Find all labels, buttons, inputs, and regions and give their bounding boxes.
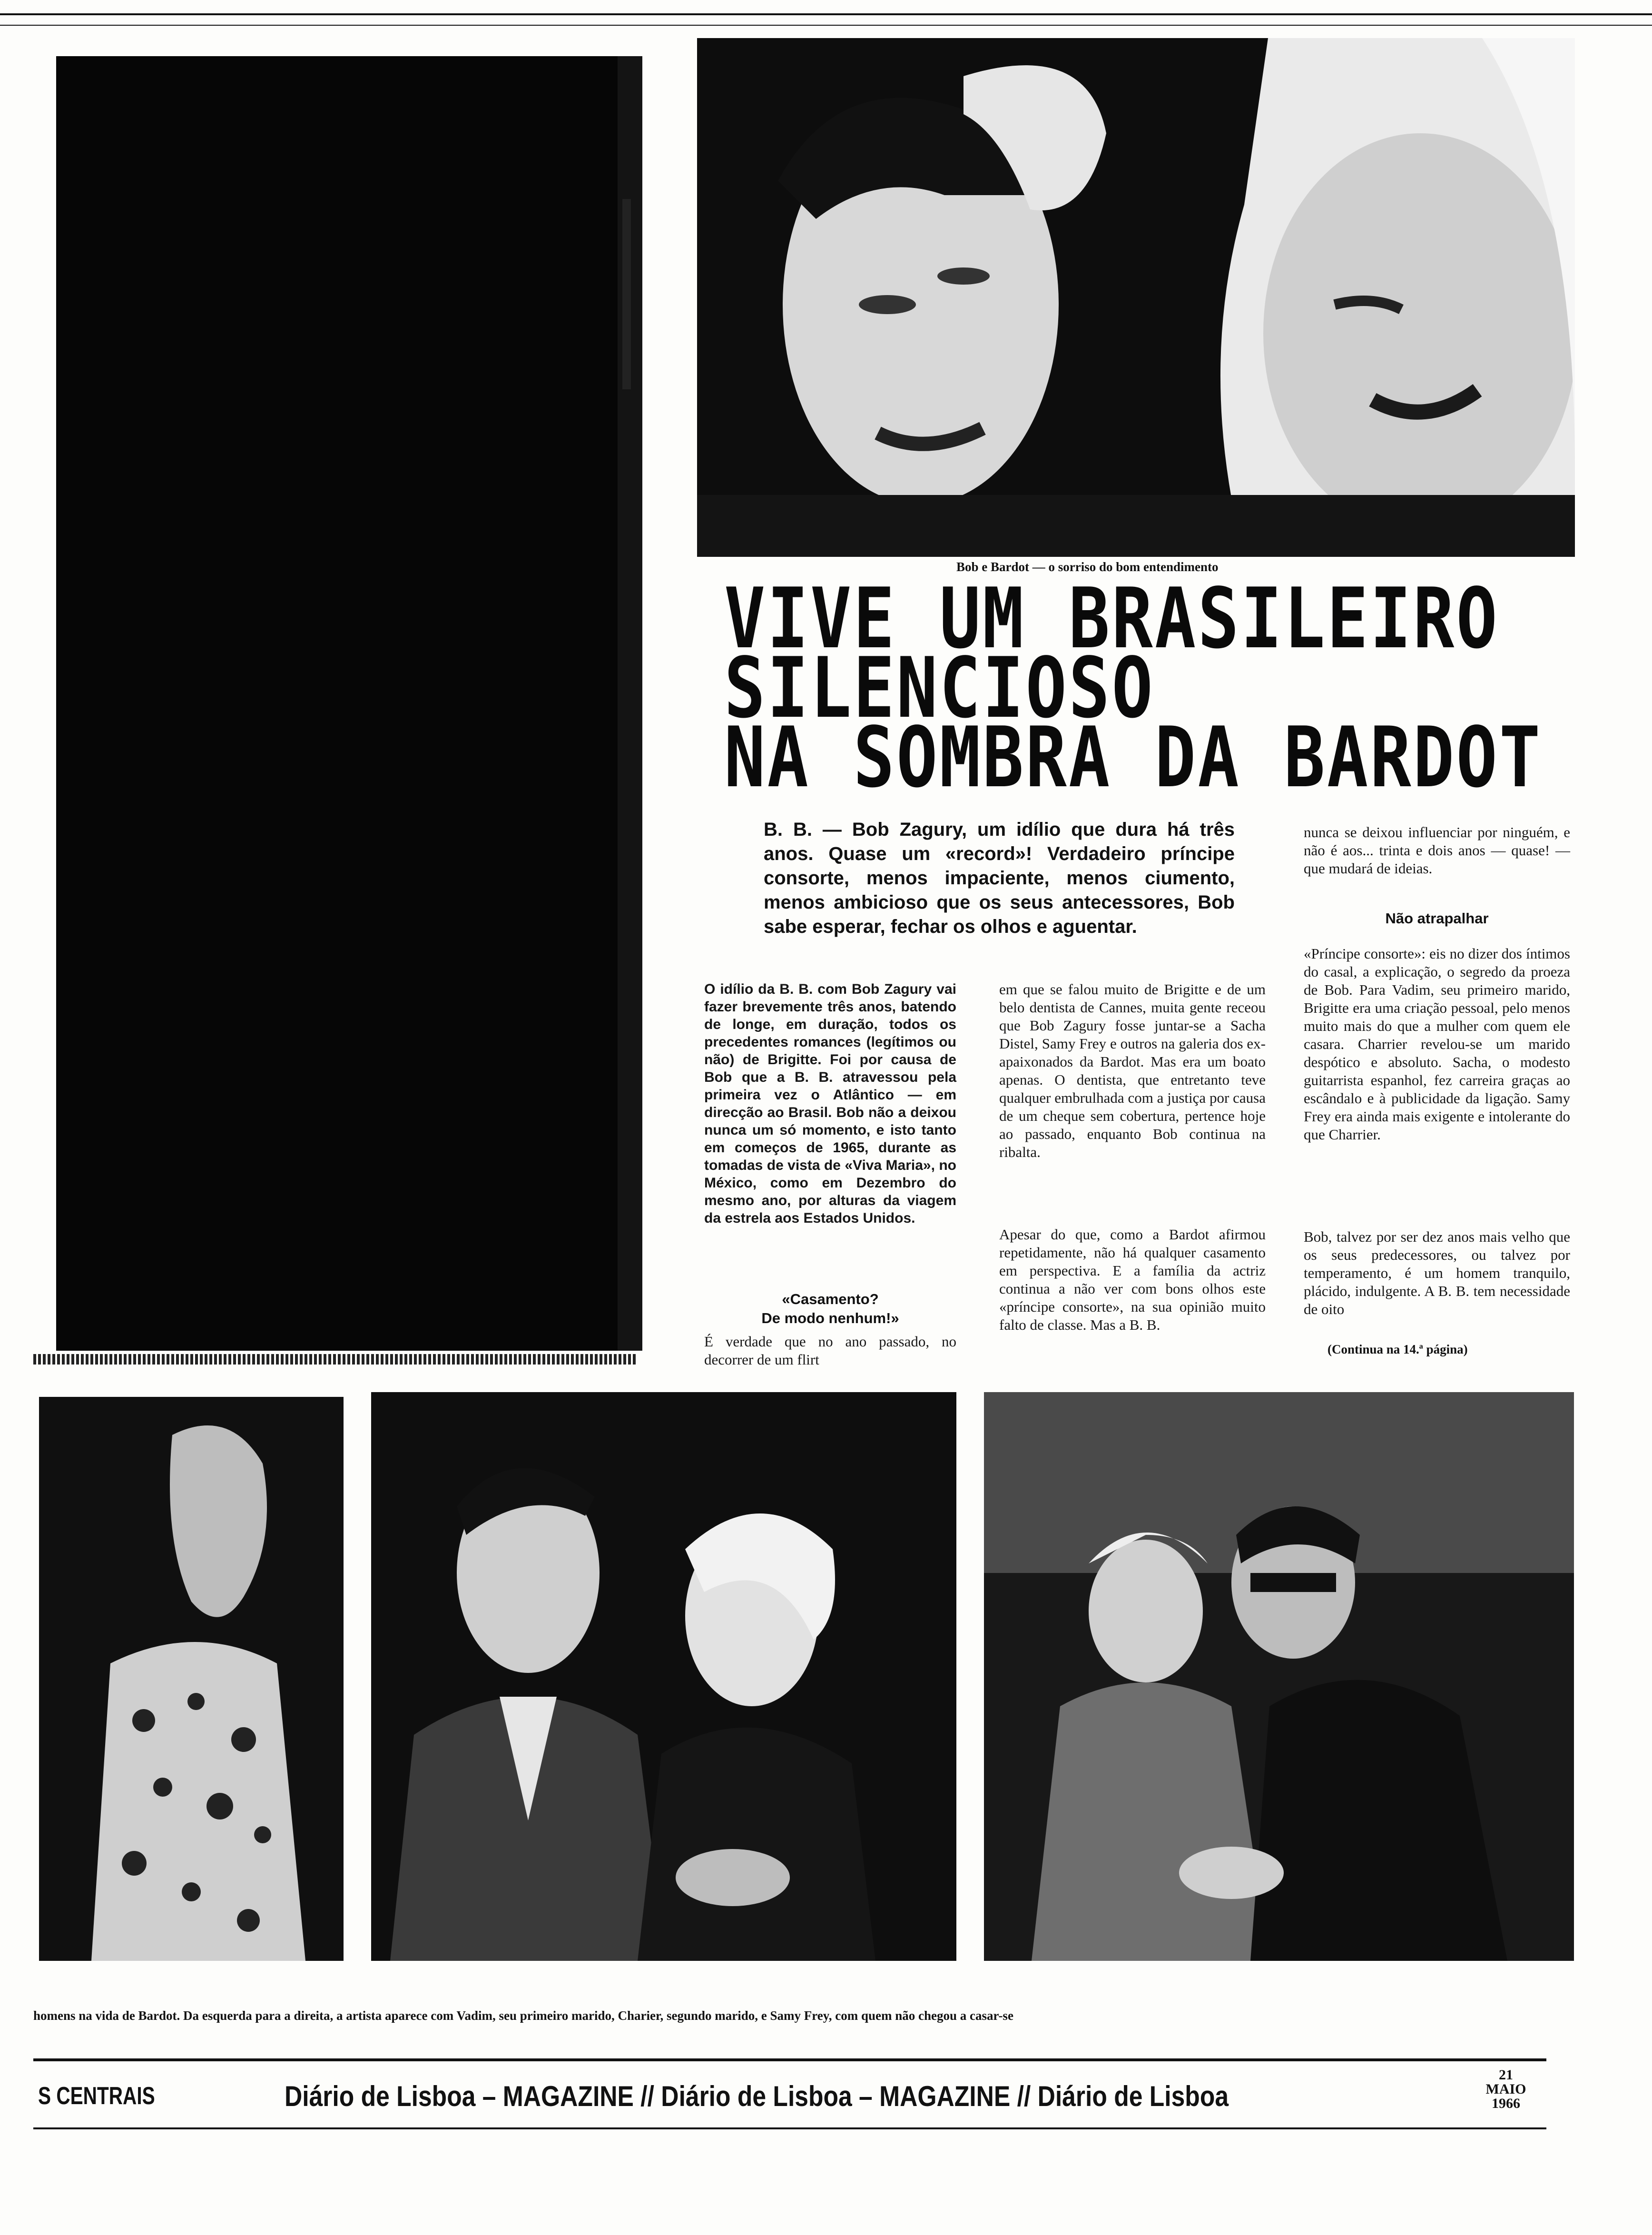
- footer-masthead: Diário de Lisboa – MAGAZINE // Diário de Lisboa – MAGAZINE // Diário de Lisboa: [285, 2080, 1229, 2112]
- subhead-casamento-line-2: De modo nenhum!»: [761, 1310, 899, 1326]
- footer-rule-top: [33, 2058, 1546, 2061]
- column-2-para-1: em que se falou muito de Brigitte e de um belo dentista de Cannes, muita gente receou que Bob Zagury fosse juntar-se a Sacha Distel, Samy Frey e outros na galeria dos ex-apaixonados da Bardot. Mas era um boato apenas. O dentista, que entretanto teve qualquer embrulhada com a justiça por causa de um cheque sem cobertura, pertence hoje ao passado, enquanto Bob continua na ribalta.: [999, 981, 1266, 1160]
- issue-date: [1480, 2068, 1532, 2111]
- footer-section-label: S CENTRAIS: [38, 2082, 155, 2110]
- issue-date-year: 1966: [1492, 2096, 1520, 2111]
- issue-date-day: 21: [1499, 2067, 1513, 2083]
- photo-bardot-and-charrier: [371, 1392, 956, 1961]
- headline: [724, 571, 1543, 806]
- top-rule: [0, 13, 1652, 15]
- footer-rule-bottom: [33, 2127, 1546, 2129]
- subhead-casamento: [704, 1290, 956, 1328]
- headline-line-1: VIVE UM BRASILEIRO: [724, 571, 1499, 667]
- lead-paragraph: B. B. — Bob Zagury, um idílio que dura há três anos. Quase um «record»! Verdadeiro príncipe consorte, menos impaciente, menos ciumento, menos ambicioso que os seus antecessores, Bob sabe esperar, fechar os olhos e aguentar.: [764, 819, 1235, 937]
- subhead-nao-atrapalhar: Não atrapalhar: [1385, 910, 1489, 927]
- headline-line-3: NA SOMBRA DA BARDOT: [724, 710, 1543, 806]
- subhead-casamento-line-1: «Casamento?: [782, 1291, 879, 1307]
- column-2-para-2: Apesar do que, como a Bardot afirmou repetidamente, não há qualquer casamento em perspectiva. E a família da actriz continua a não ver com bons olhos este «príncipe consorte», na sua opinião muito falto de classe. Mas a B. B.: [999, 1226, 1266, 1333]
- photo-bob-and-bardot: [697, 38, 1575, 557]
- photo-bardot-and-samy-frey: [984, 1392, 1574, 1961]
- dark-panel: [56, 56, 642, 1351]
- photo-bardot-left: [39, 1397, 344, 1961]
- column-3-para-2: «Príncipe consorte»: eis no dizer dos íntimos do casal, a explicação, o segredo da proeza de Bob. Para Vadim, seu primeiro marido, Brigitte era uma criação pessoal, pelo menos muito mais do que a mulher com quem ele casara. Charrier revelou-se um marido despótico e absoluto. Sacha, o modesto guitarrista espanhol, fez carreira graças ao escândalo e à publicidade da ligação. Samy Frey era ainda mais exigente e intolerante do que Charrier.: [1304, 945, 1570, 1143]
- column-1-text: É verdade que no ano passado, no decorrer de um flirt: [704, 1333, 956, 1368]
- top-photo-caption: Bob e Bardot — o sorriso do bom entendimento: [956, 560, 1219, 574]
- continua-note: (Continua na 14.ª página): [1328, 1342, 1468, 1356]
- top-rule-thin: [0, 25, 1652, 26]
- headline-line-2: SILENCIOSO: [724, 640, 1155, 737]
- column-3-para-1: nunca se deixou influenciar por ninguém, e não é aos... trinta e dois anos — quase! — que mudará de ideias.: [1304, 824, 1570, 877]
- print-edge-strip: [33, 1354, 638, 1365]
- bottom-photos-caption: homens na vida de Bardot. Da esquerda para a direita, a artista aparece com Vadim, seu primeiro marido, Charier, segundo marido, e Samy Frey, com quem não chegou a casar-se: [33, 2008, 1013, 2023]
- column-3-para-3: Bob, talvez por ser dez anos mais velho que os seus predecessores, ou talvez por temperamento, é um homem tranquilo, plácido, indulgente. A B. B. tem necessidade de oito: [1304, 1228, 1570, 1317]
- issue-date-month: MAIO: [1485, 2081, 1526, 2097]
- column-1-intro: O idílio da B. B. com Bob Zagury vai fazer brevemente três anos, batendo de longe, em duração, todos os precedentes romances (legítimos ou não) de Brigitte. Foi por causa de Bob que a B. B. atravessou pela primeira vez o Atlântico — em direcção ao Brasil. Bob não a deixou nunca um só momento, e isto tanto em começos de 1965, durante as tomadas de vista de «Viva Maria», no México, como em Dezembro do mesmo ano, por alturas da viagem da estrela aos Estados Unidos.: [704, 981, 956, 1226]
